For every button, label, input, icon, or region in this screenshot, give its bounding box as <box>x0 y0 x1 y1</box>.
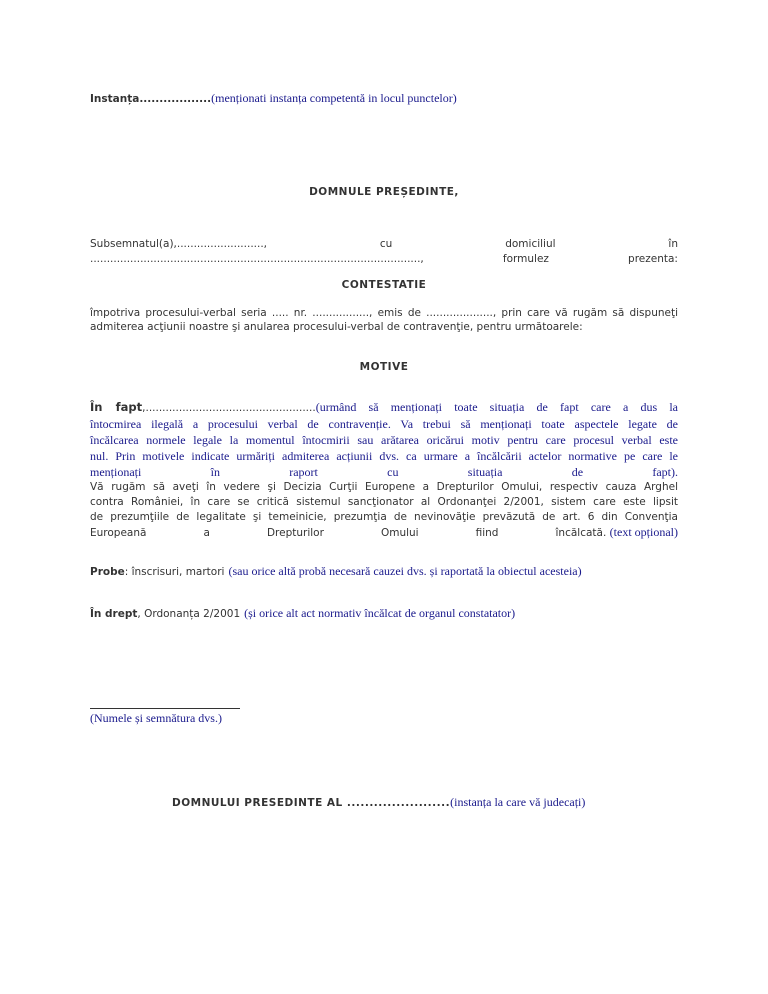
echr-word: Europeană <box>90 527 147 539</box>
drept-hint: (și orice alt act normativ încălcat de organul constatator) <box>244 606 516 620</box>
echr-line: Vă rugăm să aveţi în vedere şi Decizia Curţii Europene a Drepturilor Omului, respectiv cauza Arghel <box>90 481 678 493</box>
court-line <box>90 91 678 106</box>
intro-line-2 <box>90 253 678 265</box>
intro-word: domiciliul <box>505 238 556 250</box>
probe-text: : înscrisuri, martori <box>124 566 225 578</box>
echr-word: Omului <box>380 527 419 539</box>
fapt-word: de <box>571 465 584 479</box>
drept-line <box>90 604 678 622</box>
fapt-word: situația <box>467 465 503 479</box>
echr-line: de prezumţiile de legalitate şi temeinicie, prezumţia de nevinovăţie prevăzută de art. 6 din Convenţia <box>90 511 678 523</box>
salutation: DOMNULE PREȘEDINTE, <box>309 186 459 198</box>
probe-label: Probe <box>90 566 125 578</box>
fapt-paragraph <box>90 399 678 480</box>
footer-hint: (instanța la care vă judecați) <box>450 795 586 809</box>
footer-line <box>172 793 585 811</box>
fapt-dots: ,................................................... <box>142 402 316 414</box>
fapt-word: fapt). <box>652 465 678 479</box>
intro-line-1 <box>90 238 678 250</box>
probe-line <box>90 562 678 580</box>
impotriva-paragraph: împotriva procesului-verbal seria ..... nr. ................., emis de ...................., prin care vă rugăm să dispuneţi admiterea acţiunii noastre şi anularea procesului-verbal de contravenţie, pentru următoarele: <box>90 307 678 333</box>
fapt-word: menționați <box>90 465 142 479</box>
fapt-label: În fapt <box>90 400 143 414</box>
motive-title: MOTIVE <box>359 361 409 373</box>
echr-word: Drepturilor <box>266 527 324 539</box>
echr-paragraph <box>90 480 678 541</box>
echr-word: a <box>203 527 210 539</box>
fapt-hint-line: întocmirea ilegală a procesului verbal de contravenție. Va trebui să menționați toate aspectele legate de <box>90 417 678 431</box>
drept-label: În drept <box>90 608 138 620</box>
signature-text: (Numele și semnătura dvs.) <box>90 711 222 725</box>
intro-word: cu <box>379 238 393 250</box>
fapt-last-line <box>90 464 678 480</box>
court-label: Instanța.................. <box>90 93 212 105</box>
drept-text: , Ordonanța 2/2001 <box>137 608 241 620</box>
fapt-hint-line: încălcarea normele legale la momentul întocmirii sau arătarea oricărui motiv pentru care procesul verbal este <box>90 433 678 447</box>
intro-word: în <box>668 238 678 250</box>
intro-word: formulez <box>502 253 549 265</box>
fapt-hint-line: nul. Prin motivele indicate urmăriți admiterea acțiunii dvs. ca urmare a încălcării actelor normative pe care le <box>90 449 678 463</box>
fapt-word: în <box>210 465 220 479</box>
echr-last-line <box>90 525 678 541</box>
echr-line: contra României, în care se critică sistemul sancţionator al Ordonanţei 2/2001, sistem care este lipsit <box>90 496 678 508</box>
echr-word-text: încălcată. <box>555 527 607 539</box>
fapt-word: cu <box>387 465 399 479</box>
intro-word: prezenta: <box>628 253 678 265</box>
optional-hint: (text opțional) <box>609 525 678 539</box>
echr-word: fiind <box>475 527 499 539</box>
signature-line <box>90 708 240 709</box>
footer-label: DOMNULUI PRESEDINTE AL ....................... <box>172 797 451 809</box>
intro-word: ..................................................................................................., <box>90 253 424 265</box>
echr-word <box>556 525 678 541</box>
probe-hint: (sau orice altă probă necesară cauzei dvs. și raportată la obiectul acesteia) <box>228 564 582 578</box>
fapt-word: raport <box>289 465 318 479</box>
fapt-hint-line: (urmând să menționați toate situația de fapt care a dus la <box>315 400 678 414</box>
intro-word: Subsemnatul(a),.........................., <box>90 238 268 250</box>
court-hint: (menționati instanța competentă in locul punctelor) <box>211 91 457 105</box>
contestatie-title: CONTESTATIE <box>341 279 427 291</box>
